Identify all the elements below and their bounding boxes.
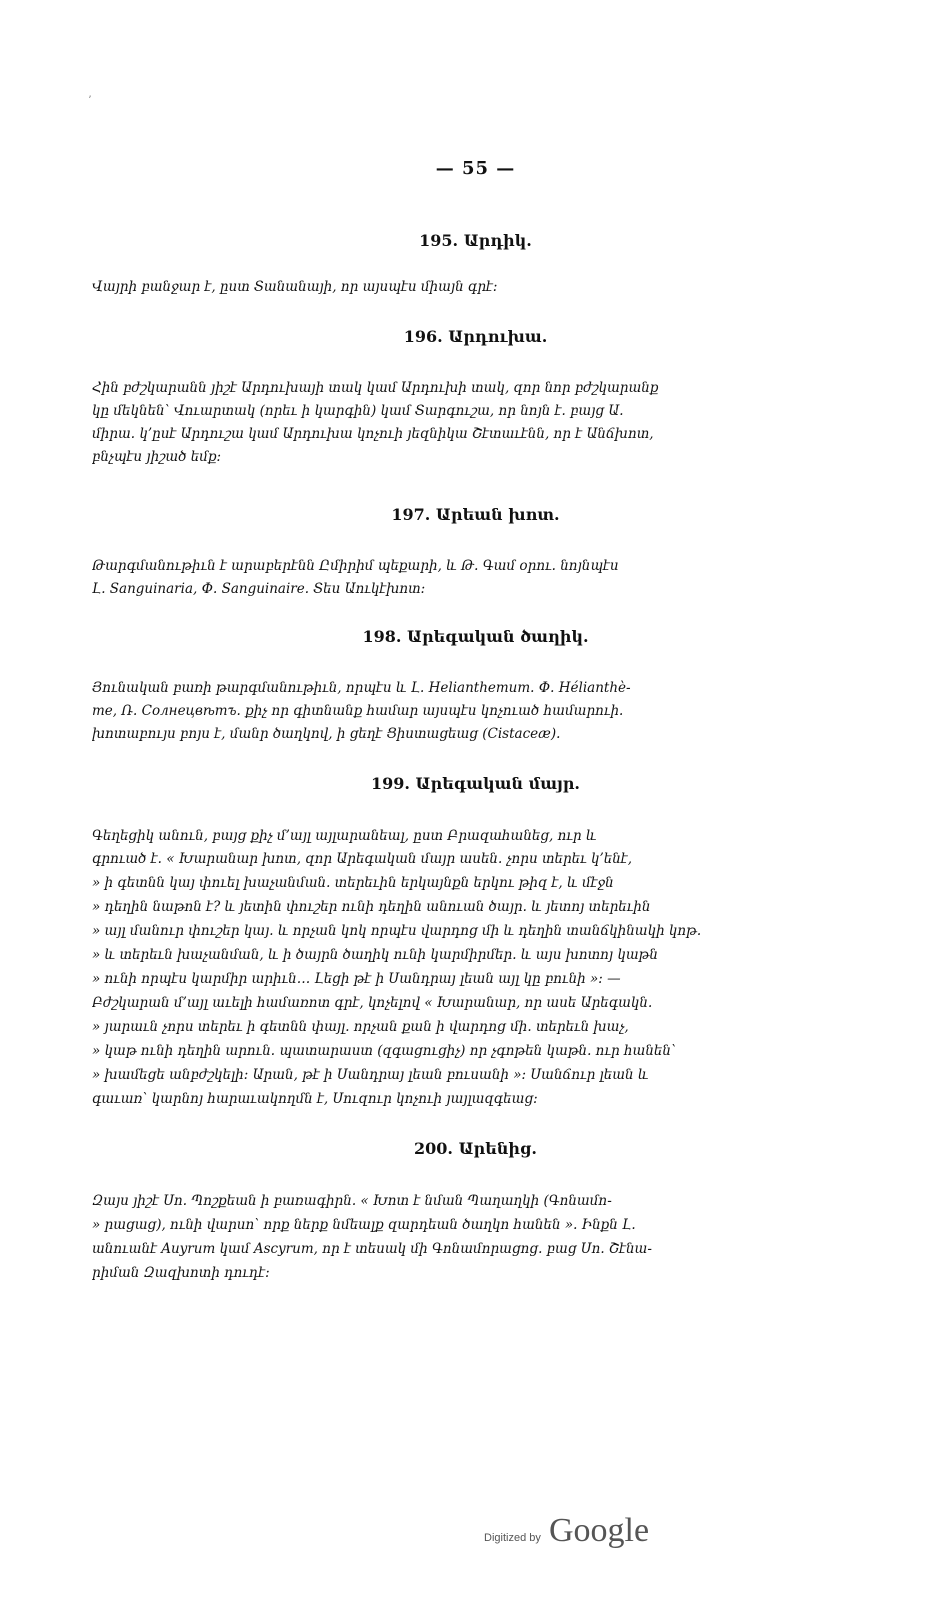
entry-line: » րացաց), ունի վարսո՝ որք ներք նմեալք զարդեան ծաղկո հանեն ». Ինքն Լ. (92, 1217, 636, 1233)
entry-line: բնչպէս յիշած եմք: (92, 449, 222, 465)
entry-line: խոտաբույս բոյս է, մանր ծաղկով, ի ցեղէ Ցիստացեաց (Cistaceæ). (92, 726, 561, 742)
entry-line: » ունի որպէս կարմիր արիւն… Լեցի թէ ի Սանդրայ լեան այլ կը բունի »: — (92, 971, 621, 987)
entry-line: Հին բժշկարանն յիշէ Արդուխայի տակ կամ Արդուխի տակ, զոր նոր բժշկարանք (92, 380, 659, 396)
entry-line: me, Ռ. Солнецвѣтъ. քիչ որ գիտնանք համար այսպէս կոչուած համարուի. (92, 703, 624, 719)
entry-title-195: 195. Արդիկ. (419, 231, 532, 250)
entry-line: » այլ մանուր փուշեր կայ. և որչան կոկ որպէս վարդոց մի և դեղին տանճկինակի կոթ. (92, 923, 702, 939)
entry-line: րիման Զազխոտի դուդէ: (92, 1265, 270, 1281)
entry-line: գրուած է. « Խարանար խոտ, զոր Արեգական մայր ասեն. չորս տերեւ կ’ենէ, (92, 851, 632, 867)
entry-line: անուանէ Auyrum կամ Ascyrum, որ է տեսակ մի Գոնամորացոց. բաց Սո. Շէնա- (92, 1241, 652, 1257)
google-logo: Google (548, 1512, 650, 1549)
entry-line: Վայրի բանջար է, ըստ Տանանայի, որ այսպէս միայն գրէ: (92, 279, 498, 295)
entry-line: » յարաւն չորս տերեւ ի գետնն փայլ. որչան քան ի վարդոց մի. տերեւն խաչ, (92, 1019, 629, 1035)
entry-line: » ի գետնն կայ փուել խաչանման. տերեւին երկայնքն երկու թիզ է, և մէջն (92, 875, 614, 891)
entry-line: » և տերեւն խաչանման, և ի ծայրն ծաղիկ ունի կարմիրմեր. և այս խոտոյ կաթն (92, 947, 658, 963)
entry-title-197: 197. Արեան խոտ. (391, 505, 560, 524)
entry-line: գաւառ՝ կարնոյ հարաւակողմն է, Սուզուր կոչուի յայլազգեաց: (92, 1091, 538, 1107)
entry-line: կը մեկնեն՝ Վուարտակ (որեւ ի կարգին) կամ Տարգուշա, որ նոյն է. բայց Ա. (92, 403, 624, 419)
entry-line: Լ. Sanguinaria, Փ. Sanguinaire. Տես Աուկէխոտ: (92, 581, 426, 597)
entry-line: Գեղեցիկ անուն, բայց քիչ մ’այլ այլարանեալ, ըստ Բրազահանեց, ուր և (92, 828, 597, 844)
entry-title-198: 198. Արեգական ծաղիկ. (362, 627, 589, 646)
entry-title-196: 196. Արդուխա. (403, 327, 548, 346)
entry-line: » կաթ ունի դեղին արուն. պատարաստ (զգացուցիչ) որ չգոթեն կաթն. ուր հանեն՝ (92, 1043, 676, 1059)
entry-title-200: 200. Արենից. (414, 1139, 537, 1158)
entry-line: Յունական բառի թարգմանութիւն, որպէս և Լ. Helianthemum. Փ. Hélianthè- (92, 680, 631, 696)
entry-line: Զայս յիշէ Սո. Պոշքեան ի բառագիրն. « Խոտ է նման Պաղաղկի (Գոնամո- (92, 1193, 612, 1209)
entry-line: » դեղին նաթոն է? և յետին փուշեր ունի դեղին անուան ծայր. և յետոյ տերեւին (92, 899, 651, 915)
entry-line: Բժշկարան մ’այլ աւելի համառոտ գրէ, կոչելով « Խարանար, որ ասե Արեգակն. (92, 995, 653, 1011)
stray-mark: ʼ (88, 95, 92, 106)
digitized-by-label: Digitized by (484, 1532, 541, 1544)
entry-title-199: 199. Արեգական մայր. (371, 774, 580, 793)
page-number: — 55 — (435, 158, 516, 179)
digitized-footer (484, 1512, 649, 1550)
entry-line: Թարգմանութիւն է արաբերէնն Ըմիրիմ պեքարի, և Թ. Գամ օրու. նոյնպէս (92, 558, 619, 574)
entry-line: » խամեցե անբժշկելի: Արան, թէ ի Սանդրայ լեան բուսանի »: Սանճուր լեան և (92, 1067, 649, 1083)
entry-line: միրա. կ’ըսէ Արդուշա կամ Արդուխա կոչուի յեզնիկա Շէտաւէնն, որ է Անճխոտ, (92, 426, 654, 442)
